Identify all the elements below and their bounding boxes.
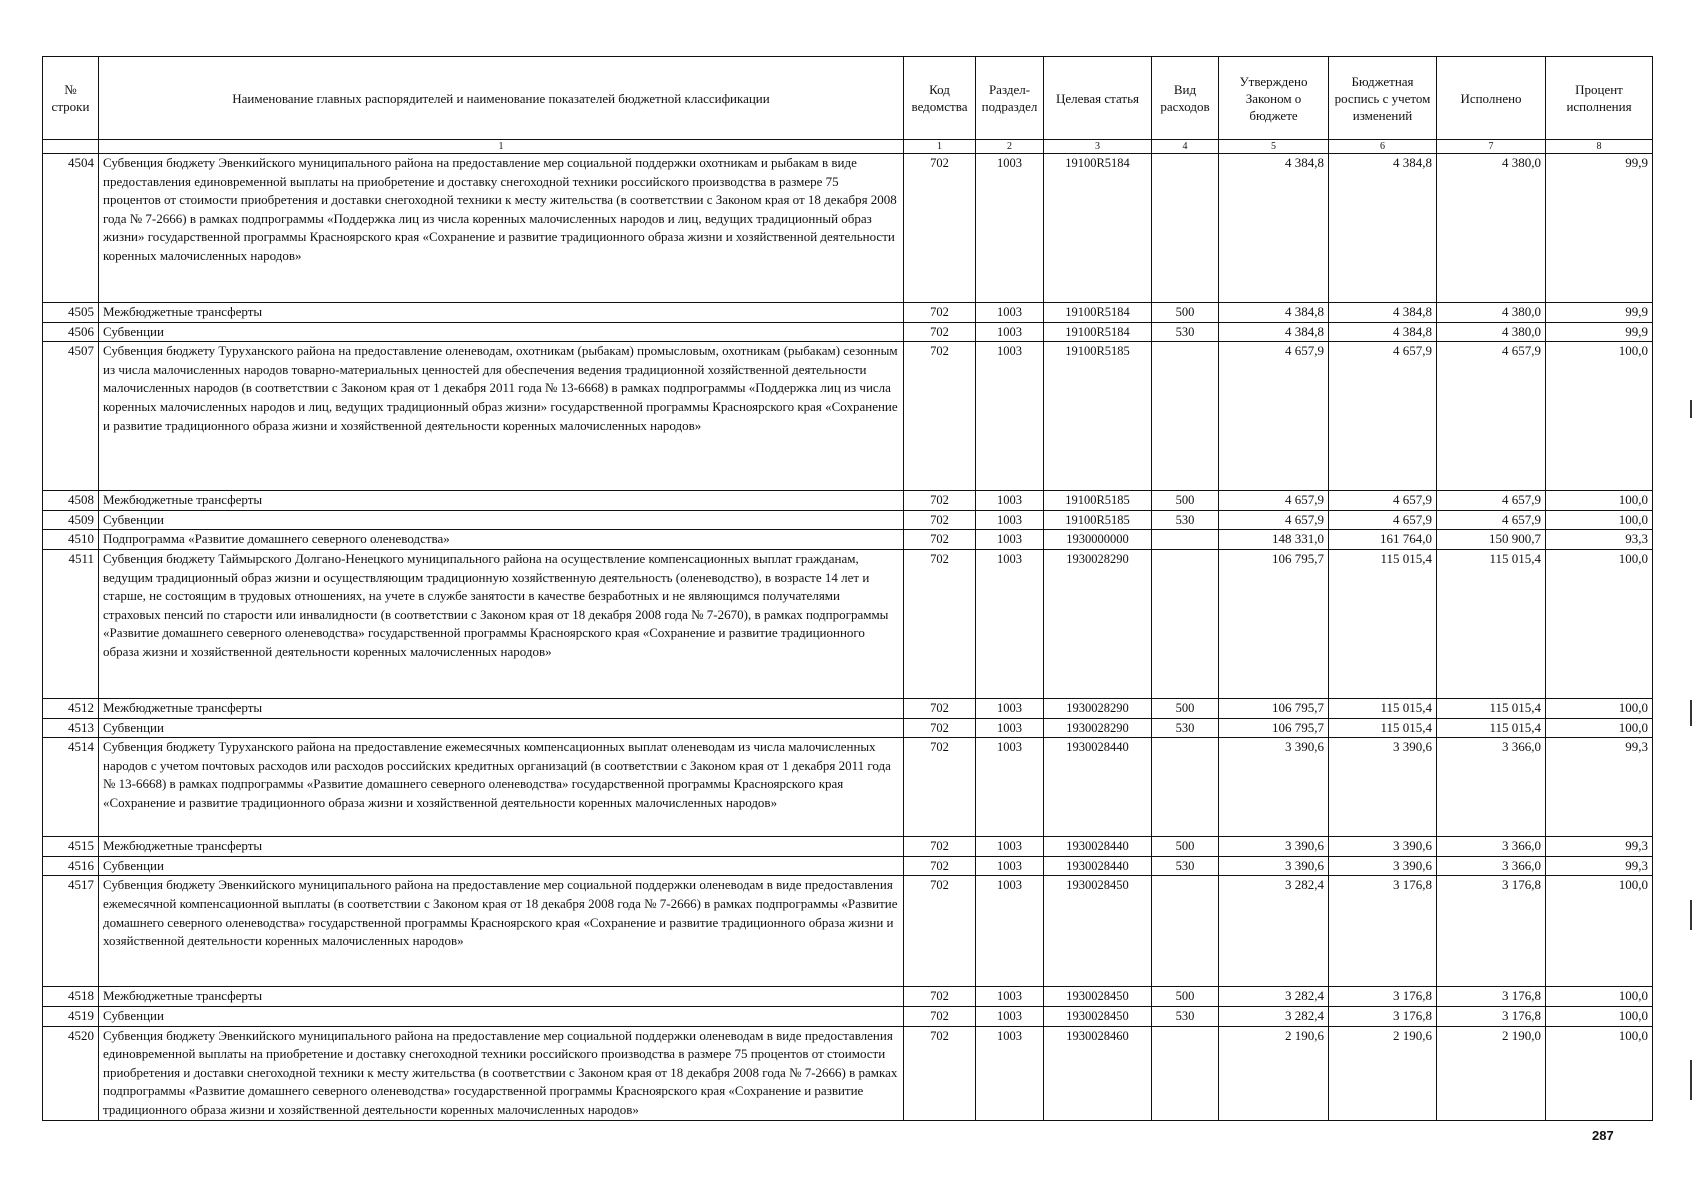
row-approved-value: 4 657,9: [1219, 491, 1329, 511]
table-row: [43, 1006, 1653, 1026]
row-roster-value: 115 015,4: [1329, 718, 1437, 738]
row-percent-value: 99,3: [1546, 856, 1653, 876]
row-target-code: 1930028450: [1044, 876, 1152, 987]
row-expense-code: 500: [1152, 987, 1219, 1007]
row-dept-code: 702: [904, 342, 976, 491]
row-executed-value: 3 176,8: [1437, 1006, 1546, 1026]
row-name: Межбюджетные трансферты: [99, 987, 904, 1007]
row-expense-code: [1152, 342, 1219, 491]
row-percent-value: 100,0: [1546, 987, 1653, 1007]
row-executed-value: 4 657,9: [1437, 342, 1546, 491]
row-target-code: 1930028450: [1044, 1006, 1152, 1026]
row-roster-value: 4 384,8: [1329, 154, 1437, 303]
row-dept-code: 702: [904, 1026, 976, 1120]
row-approved-value: 3 390,6: [1219, 738, 1329, 837]
table-row: [43, 837, 1653, 857]
column-number: 7: [1437, 140, 1546, 154]
budget-table: [42, 56, 1653, 1121]
row-executed-value: 3 366,0: [1437, 856, 1546, 876]
table-row: [43, 491, 1653, 511]
row-section-code: 1003: [976, 987, 1044, 1007]
row-expense-code: [1152, 876, 1219, 987]
row-number: 4512: [43, 698, 99, 718]
row-executed-value: 4 380,0: [1437, 303, 1546, 323]
row-roster-value: 4 384,8: [1329, 322, 1437, 342]
row-approved-value: 106 795,7: [1219, 549, 1329, 698]
row-executed-value: 3 366,0: [1437, 738, 1546, 837]
table-row: [43, 698, 1653, 718]
row-approved-value: 4 384,8: [1219, 303, 1329, 323]
row-name: Субвенции: [99, 322, 904, 342]
row-number: 4514: [43, 738, 99, 837]
column-number: 1: [99, 140, 904, 154]
row-number: 4511: [43, 549, 99, 698]
row-percent-value: 100,0: [1546, 698, 1653, 718]
row-section-code: 1003: [976, 837, 1044, 857]
row-roster-value: 3 176,8: [1329, 876, 1437, 987]
row-dept-code: 702: [904, 1006, 976, 1026]
row-expense-code: 530: [1152, 718, 1219, 738]
row-expense-code: 500: [1152, 837, 1219, 857]
table-row: [43, 342, 1653, 491]
row-roster-value: 161 764,0: [1329, 530, 1437, 550]
row-section-code: 1003: [976, 856, 1044, 876]
row-executed-value: 4 657,9: [1437, 491, 1546, 511]
row-name: Субвенции: [99, 718, 904, 738]
row-roster-value: 4 657,9: [1329, 510, 1437, 530]
header-section: Раздел-подраздел: [976, 57, 1044, 140]
row-expense-code: 500: [1152, 491, 1219, 511]
row-name: Субвенции: [99, 1006, 904, 1026]
row-dept-code: 702: [904, 510, 976, 530]
header-executed: Исполнено: [1437, 57, 1546, 140]
row-roster-value: 4 657,9: [1329, 342, 1437, 491]
row-executed-value: 115 015,4: [1437, 549, 1546, 698]
row-expense-code: 530: [1152, 856, 1219, 876]
row-expense-code: 530: [1152, 322, 1219, 342]
row-percent-value: 99,9: [1546, 322, 1653, 342]
table-row: [43, 510, 1653, 530]
row-dept-code: 702: [904, 322, 976, 342]
row-target-code: 1930000000: [1044, 530, 1152, 550]
row-dept-code: 702: [904, 530, 976, 550]
row-section-code: 1003: [976, 491, 1044, 511]
header-percent: Процент исполнения: [1546, 57, 1653, 140]
row-approved-value: 2 190,6: [1219, 1026, 1329, 1120]
row-percent-value: 100,0: [1546, 1006, 1653, 1026]
scan-edge-mark: [1690, 1060, 1692, 1100]
row-roster-value: 115 015,4: [1329, 549, 1437, 698]
row-roster-value: 3 390,6: [1329, 738, 1437, 837]
header-row: [43, 57, 1653, 140]
row-percent-value: 100,0: [1546, 718, 1653, 738]
row-percent-value: 99,9: [1546, 154, 1653, 303]
row-executed-value: 4 380,0: [1437, 322, 1546, 342]
row-section-code: 1003: [976, 530, 1044, 550]
row-expense-code: [1152, 549, 1219, 698]
row-percent-value: 100,0: [1546, 876, 1653, 987]
row-dept-code: 702: [904, 856, 976, 876]
row-approved-value: 3 390,6: [1219, 856, 1329, 876]
row-dept-code: 702: [904, 698, 976, 718]
row-expense-code: [1152, 738, 1219, 837]
row-roster-value: 2 190,6: [1329, 1026, 1437, 1120]
row-section-code: 1003: [976, 154, 1044, 303]
row-name: Межбюджетные трансферты: [99, 491, 904, 511]
row-target-code: 19100R5184: [1044, 322, 1152, 342]
row-dept-code: 702: [904, 718, 976, 738]
row-roster-value: 3 390,6: [1329, 837, 1437, 857]
row-target-code: 19100R5184: [1044, 154, 1152, 303]
row-executed-value: 115 015,4: [1437, 698, 1546, 718]
row-dept-code: 702: [904, 154, 976, 303]
row-roster-value: 4 384,8: [1329, 303, 1437, 323]
row-target-code: 1930028440: [1044, 837, 1152, 857]
row-target-code: 1930028440: [1044, 856, 1152, 876]
row-expense-code: [1152, 154, 1219, 303]
row-section-code: 1003: [976, 876, 1044, 987]
row-executed-value: 4 657,9: [1437, 510, 1546, 530]
row-approved-value: 106 795,7: [1219, 718, 1329, 738]
row-expense-code: 530: [1152, 510, 1219, 530]
table-row: [43, 738, 1653, 837]
row-name: Межбюджетные трансферты: [99, 303, 904, 323]
column-number: 3: [1044, 140, 1152, 154]
row-roster-value: 3 176,8: [1329, 987, 1437, 1007]
row-section-code: 1003: [976, 549, 1044, 698]
header-row-no: № строки: [43, 57, 99, 140]
row-number: 4518: [43, 987, 99, 1007]
row-section-code: 1003: [976, 698, 1044, 718]
row-number: 4509: [43, 510, 99, 530]
table-row: [43, 856, 1653, 876]
row-number: 4520: [43, 1026, 99, 1120]
row-target-code: 1930028290: [1044, 698, 1152, 718]
column-number: 2: [976, 140, 1044, 154]
scan-edge-mark: [1690, 900, 1692, 930]
row-approved-value: 106 795,7: [1219, 698, 1329, 718]
row-target-code: 19100R5185: [1044, 491, 1152, 511]
row-dept-code: 702: [904, 303, 976, 323]
row-target-code: 1930028290: [1044, 549, 1152, 698]
table-row: [43, 549, 1653, 698]
row-approved-value: 4 384,8: [1219, 322, 1329, 342]
row-approved-value: 148 331,0: [1219, 530, 1329, 550]
row-number: 4505: [43, 303, 99, 323]
row-target-code: 1930028290: [1044, 718, 1152, 738]
row-approved-value: 3 390,6: [1219, 837, 1329, 857]
row-section-code: 1003: [976, 322, 1044, 342]
row-executed-value: 3 366,0: [1437, 837, 1546, 857]
row-dept-code: 702: [904, 738, 976, 837]
row-section-code: 1003: [976, 1026, 1044, 1120]
row-approved-value: 3 282,4: [1219, 876, 1329, 987]
row-target-code: 1930028450: [1044, 987, 1152, 1007]
row-name: Субвенция бюджету Эвенкийского муниципального района на предоставление мер социальной поддержки оленеводам в виде предоставления единовременной выплаты на приобретение и доставку снегоходной техники российского производства в размере 75 процентов от стоимости приобретения и доставки снегоходной техники к месту жительства (в соответствии с Законом края от 18 декабря 2008 года № 7-2666) в рамках подпрограммы «Развитие домашнего северного оленеводства» государственной программы Красноярского края «Сохранение и развитие традиционного образа жизни и хозяйственной деятельности коренных малочисленных народов»: [99, 1026, 904, 1120]
table-body: [43, 154, 1653, 1121]
row-target-code: 19100R5185: [1044, 342, 1152, 491]
header-target: Целевая статья: [1044, 57, 1152, 140]
row-roster-value: 115 015,4: [1329, 698, 1437, 718]
row-dept-code: 702: [904, 491, 976, 511]
row-approved-value: 4 384,8: [1219, 154, 1329, 303]
scan-edge-mark: [1690, 400, 1692, 418]
row-target-code: 19100R5185: [1044, 510, 1152, 530]
row-executed-value: 3 176,8: [1437, 987, 1546, 1007]
row-dept-code: 702: [904, 876, 976, 987]
row-dept-code: 702: [904, 987, 976, 1007]
row-number: 4504: [43, 154, 99, 303]
row-percent-value: 100,0: [1546, 342, 1653, 491]
row-name: Субвенции: [99, 510, 904, 530]
row-target-code: 19100R5184: [1044, 303, 1152, 323]
row-roster-value: 3 176,8: [1329, 1006, 1437, 1026]
row-approved-value: 4 657,9: [1219, 510, 1329, 530]
page-number: 287: [1592, 1128, 1614, 1143]
row-number: 4513: [43, 718, 99, 738]
table-row: [43, 322, 1653, 342]
column-number: [43, 140, 99, 154]
table-row: [43, 1026, 1653, 1120]
row-roster-value: 4 657,9: [1329, 491, 1437, 511]
table-row: [43, 876, 1653, 987]
row-executed-value: 2 190,0: [1437, 1026, 1546, 1120]
row-name: Субвенция бюджету Таймырского Долгано-Ненецкого муниципального района на осуществление компенсационных выплат гражданам, ведущим традиционный образ жизни и осуществляющим традиционную хозяйственную деятельность (оленеводство), в возрасте 14 лет и старше, не состоящим в трудовых отношениях, на учете в службе занятости в качестве безработных и не являющимся получателями страховых пенсий по старости или инвалидности (в соответствии с Законом края от 18 декабря 2008 года № 7-2670), в рамках подпрограммы «Развитие домашнего северного оленеводства» государственной программы Красноярского края «Сохранение и развитие традиционного образа жизни и хозяйственной деятельности коренных малочисленных народов»: [99, 549, 904, 698]
row-number: 4508: [43, 491, 99, 511]
header-roster: Бюджетная роспись с учетом изменений: [1329, 57, 1437, 140]
header-approved: Утверждено Законом о бюджете: [1219, 57, 1329, 140]
row-number: 4506: [43, 322, 99, 342]
row-name: Субвенция бюджету Эвенкийского муниципального района на предоставление мер социальной поддержки оленеводам в виде предоставления ежемесячной компенсационной выплаты (в соответствии с Законом края от 18 декабря 2008 года № 7-2666) в рамках подпрограммы «Развитие домашнего северного оленеводства» государственной программы Красноярского края «Сохранение и развитие традиционного образа жизни и хозяйственной деятельности коренных малочисленных народов»: [99, 876, 904, 987]
row-target-code: 1930028440: [1044, 738, 1152, 837]
row-dept-code: 702: [904, 549, 976, 698]
row-section-code: 1003: [976, 510, 1044, 530]
row-percent-value: 93,3: [1546, 530, 1653, 550]
row-section-code: 1003: [976, 342, 1044, 491]
row-number: 4519: [43, 1006, 99, 1026]
table-row: [43, 987, 1653, 1007]
column-number: 8: [1546, 140, 1653, 154]
row-expense-code: 500: [1152, 303, 1219, 323]
row-section-code: 1003: [976, 1006, 1044, 1026]
table-row: [43, 154, 1653, 303]
column-number: 6: [1329, 140, 1437, 154]
row-number: 4507: [43, 342, 99, 491]
column-number: 4: [1152, 140, 1219, 154]
row-expense-code: [1152, 1026, 1219, 1120]
row-executed-value: 150 900,7: [1437, 530, 1546, 550]
row-expense-code: 530: [1152, 1006, 1219, 1026]
header-dept: Код ведомства: [904, 57, 976, 140]
row-name: Субвенции: [99, 856, 904, 876]
row-executed-value: 4 380,0: [1437, 154, 1546, 303]
row-percent-value: 99,3: [1546, 837, 1653, 857]
column-number-row: [43, 140, 1653, 154]
row-approved-value: 3 282,4: [1219, 987, 1329, 1007]
row-section-code: 1003: [976, 738, 1044, 837]
table-row: [43, 718, 1653, 738]
row-number: 4515: [43, 837, 99, 857]
header-name: Наименование главных распорядителей и наименование показателей бюджетной классификации: [99, 57, 904, 140]
row-name: Межбюджетные трансферты: [99, 837, 904, 857]
row-executed-value: 115 015,4: [1437, 718, 1546, 738]
table-row: [43, 303, 1653, 323]
column-number: 5: [1219, 140, 1329, 154]
row-number: 4516: [43, 856, 99, 876]
row-percent-value: 100,0: [1546, 1026, 1653, 1120]
row-percent-value: 99,3: [1546, 738, 1653, 837]
row-number: 4517: [43, 876, 99, 987]
row-percent-value: 100,0: [1546, 510, 1653, 530]
scan-edge-mark: [1690, 700, 1692, 726]
row-name: Подпрограмма «Развитие домашнего северного оленеводства»: [99, 530, 904, 550]
row-percent-value: 100,0: [1546, 491, 1653, 511]
row-roster-value: 3 390,6: [1329, 856, 1437, 876]
row-percent-value: 100,0: [1546, 549, 1653, 698]
row-number: 4510: [43, 530, 99, 550]
header-expense: Вид расходов: [1152, 57, 1219, 140]
column-number: 1: [904, 140, 976, 154]
row-section-code: 1003: [976, 303, 1044, 323]
row-approved-value: 4 657,9: [1219, 342, 1329, 491]
table-row: [43, 530, 1653, 550]
row-expense-code: [1152, 530, 1219, 550]
row-approved-value: 3 282,4: [1219, 1006, 1329, 1026]
row-executed-value: 3 176,8: [1437, 876, 1546, 987]
row-dept-code: 702: [904, 837, 976, 857]
row-name: Субвенция бюджету Туруханского района на предоставление оленеводам, охотникам (рыбакам) промысловым, охотникам (рыбакам) сезонным из числа малочисленных народов товарно-материальных ценностей для обеспечения ведения традиционной хозяйственной деятельности малочисленных народов (в соответствии с Законом края от 1 декабря 2011 года № 13-6668) в рамках подпрограммы «Поддержка лиц из числа коренных малочисленных народов и лиц, ведущих традиционный образ жизни» государственной программы Красноярского края «Сохранение и развитие традиционного образа жизни и хозяйственной деятельности коренных малочисленных народов»: [99, 342, 904, 491]
row-target-code: 1930028460: [1044, 1026, 1152, 1120]
row-percent-value: 99,9: [1546, 303, 1653, 323]
row-name: Субвенция бюджету Туруханского района на предоставление ежемесячных компенсационных выплат оленеводам из числа малочисленных народов с учетом почтовых расходов или расходов российских кредитных организаций (в соответствии с Законом края от 1 декабря 2011 года № 13-6668) в рамках подпрограммы «Развитие домашнего северного оленеводства» государственной программы Красноярского края «Сохранение и развитие традиционного образа жизни и хозяйственной деятельности коренных малочисленных народов»: [99, 738, 904, 837]
row-name: Субвенция бюджету Эвенкийского муниципального района на предоставление мер социальной поддержки охотникам и рыбакам в виде предоставления единовременной выплаты на приобретение и доставку снегоходной техники российского производства в размере 75 процентов от стоимости приобретения и доставки снегоходной техники к месту жительства (в соответствии с Законом края от 18 декабря 2008 года № 7-2666) в рамках подпрограммы «Поддержка лиц из числа коренных малочисленных народов и лиц, ведущих традиционный образ жизни» государственной программы Красноярского края «Сохранение и развитие традиционного образа жизни и хозяйственной деятельности коренных малочисленных народов»: [99, 154, 904, 303]
row-name: Межбюджетные трансферты: [99, 698, 904, 718]
row-expense-code: 500: [1152, 698, 1219, 718]
row-section-code: 1003: [976, 718, 1044, 738]
